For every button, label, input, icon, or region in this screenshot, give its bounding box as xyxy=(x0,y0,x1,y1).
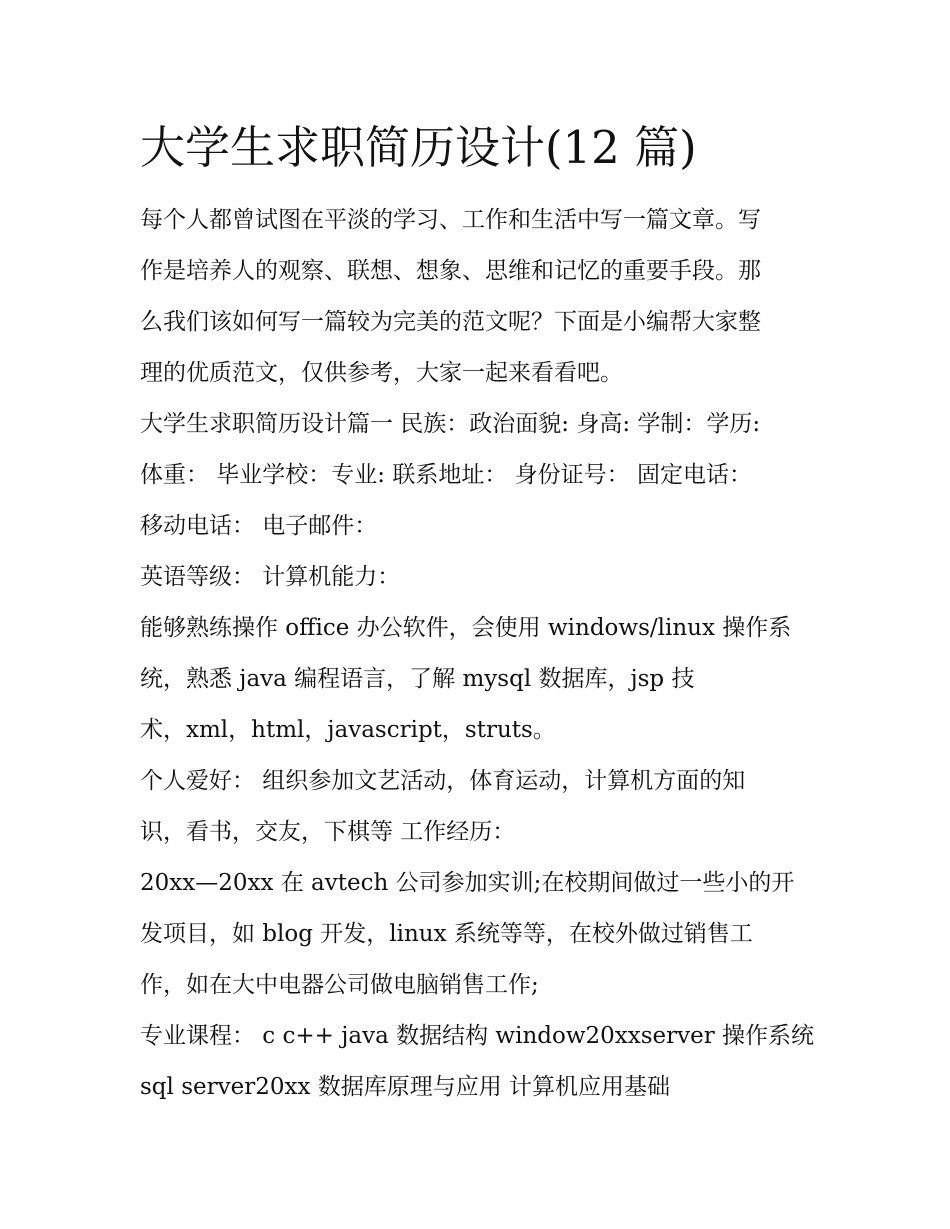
document-title: 大学生求职简历设计(12 篇) xyxy=(140,121,697,174)
body-line: 作是培养人的观察、联想、想象、思维和记忆的重要手段。那 xyxy=(140,258,761,284)
body-line: 每个人都曾试图在平淡的学习、工作和生活中写一篇文章。写 xyxy=(140,207,761,233)
body-line: 术，xml，html，javascript，struts。 xyxy=(140,717,556,743)
body-line: 统，熟悉 java 编程语言，了解 mysql 数据库，jsp 技 xyxy=(140,666,695,692)
body-line: 理的优质范文，仅供参考，大家一起来看看吧。 xyxy=(140,360,623,386)
body-line: 体重： 毕业学校：专业: 联系地址： 身份证号： 固定电话： xyxy=(140,462,752,488)
body-line: 专业课程： c c++ java 数据结构 window20xxserver 操作系统 xyxy=(140,1023,815,1049)
body-line: 个人爱好： 组织参加文艺活动，体育运动，计算机方面的知 xyxy=(140,768,746,794)
body-line: 英语等级： 计算机能力： xyxy=(140,564,401,590)
body-line: 移动电话： 电子邮件： xyxy=(140,513,378,539)
body-line: 20xx—20xx 在 avtech 公司参加实训;在校期间做过一些小的开 xyxy=(140,870,795,896)
body-line: 能够熟练操作 office 办公软件，会使用 windows/linux 操作系 xyxy=(140,615,792,641)
body-line: 么我们该如何写一篇较为完美的范文呢？下面是小编帮大家整 xyxy=(140,309,761,335)
body-line: 作，如在大中电器公司做电脑销售工作; xyxy=(140,972,539,998)
body-line: sql server20xx 数据库原理与应用 计算机应用基础 xyxy=(140,1074,671,1100)
body-line: 大学生求职简历设计篇一 民族：政治面貌: 身高: 学制：学历: xyxy=(140,411,761,437)
body-line: 发项目，如 blog 开发，linux 系统等等，在校外做过销售工 xyxy=(140,921,753,947)
body-line: 识，看书，交友，下棋等 工作经历： xyxy=(140,819,516,845)
